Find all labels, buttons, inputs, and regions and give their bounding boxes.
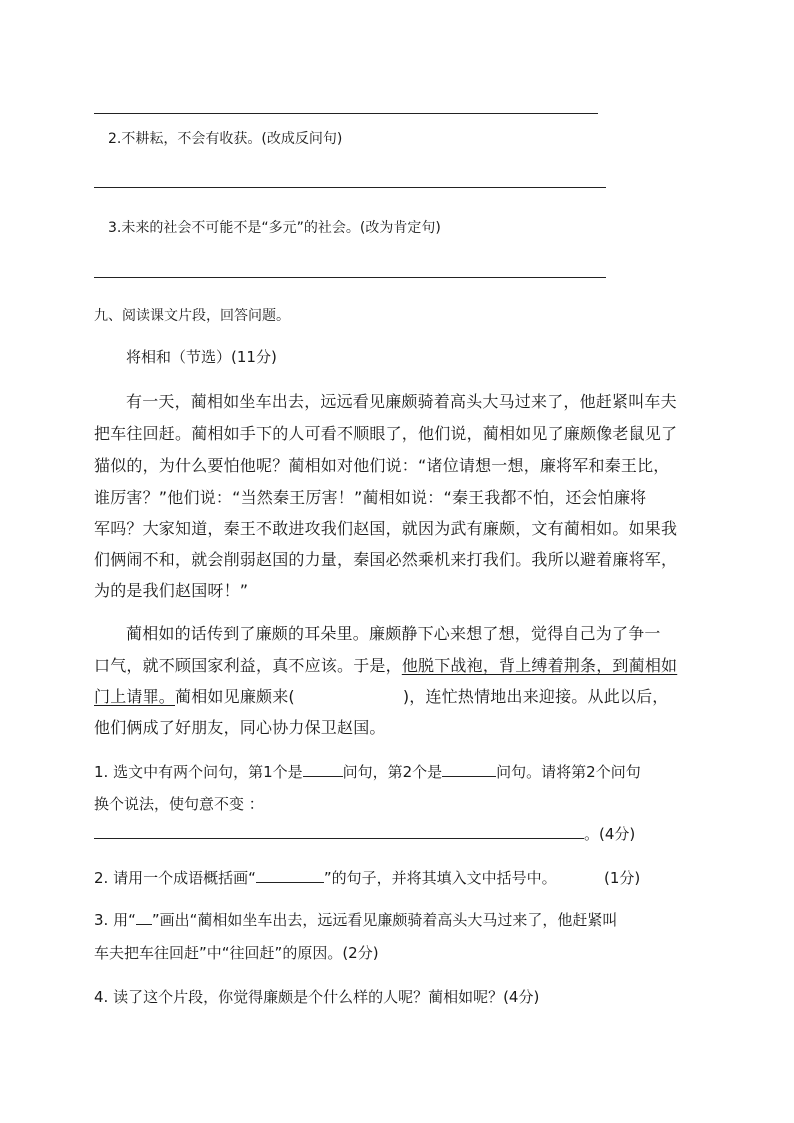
q2-score: (1分) [604,869,641,887]
para1-line-4: 谁厉害？”他们说：“当然秦王厉害！”蔺相如说：“秦王我都不怕，还会怕廉将 [94,488,647,507]
para1-line-1: 有一天，蔺相如坐车出去，远远看见廉颇骑着高头大马过来了，他赶紧叫车夫 [126,392,677,411]
q3-text-b: ”画出“蔺相如坐车出去，远远看见廉颇骑着高头大马过来了，他赶紧叫 [151,911,618,929]
rewrite-question-2: 2.不耕耘，不会有收获。(改成反问句) [108,131,343,147]
answer-line-3[interactable] [94,277,606,278]
underlined-sentence-part-2: 门上请罪。 [94,687,176,706]
para1-line-7: 为的是我们赵国呀！” [94,581,249,600]
para2-line-4: 他们俩成了好朋友，同心协力保卫赵国。 [94,718,386,737]
q2-text-a: 2. 请用一个成语概括画“ [94,869,256,887]
q1-answer-line[interactable] [94,838,584,839]
q1-text-a: 1. 选文中有两个问句，第1个是 [94,763,303,781]
q2-text-b: ”的句子，并将其填入文中括号中。 [323,869,557,887]
para1-line-3: 猫似的，为什么要怕他呢？蔺相如对他们说：“诸位请想一想，廉将军和秦王比， [94,456,670,475]
question-3-line-1 [94,909,617,930]
question-2 [94,867,557,888]
rewrite-question-3: 3.未来的社会不可能不是“多元”的社会。(改为肯定句) [108,220,441,236]
para2-line-3-after: )，连忙热情地出来迎接。从此以后， [402,687,669,706]
answer-line-1[interactable] [94,113,598,114]
para1-line-6: 们俩闹不和，就会削弱赵国的力量，秦国必然乘机来打我们。我所以避着廉将军， [94,550,678,569]
para2-line-2 [94,653,677,676]
question-1-line-2: 换个说法，使句意不变 ： [94,795,264,813]
underlined-sentence-part-1: 他脱下战袍，背上缚着荆条，到蔺相如 [401,656,678,675]
para1-line-5: 军吗？大家知道，秦王不敢进攻我们赵国，就因为武有廉颇，文有蔺相如。如果我 [94,519,678,538]
q1-text-b: 问句，第2个是 [342,763,443,781]
q2-underline-sample [256,868,324,883]
question-3-line-2: 车夫把车往回赶”中“往回赶”的原因。(2分) [94,944,379,962]
question-1-line-1 [94,761,641,782]
para2-line-2-text: 口气，就不顾国家利益，真不应该。于是， [94,656,402,675]
para1-line-2: 把车往回赶。蔺相如手下的人可看不顺眼了，他们说，蔺相如见了廉颇像老鼠见了 [94,424,678,443]
q1-score: 。(4分) [584,825,636,843]
q1-blank-1[interactable] [303,762,343,777]
para2-line-3-before: 蔺相如见廉颇来( [175,687,295,706]
para2-line-3 [94,684,669,707]
q3-text-a: 3. 用“ [94,911,136,929]
passage-title: 将相和（节选）(11分) [126,348,277,366]
q1-blank-2[interactable] [442,762,496,777]
para2-line-1: 蔺相如的话传到了廉颇的耳朵里。廉颇静下心来想了想，觉得自己为了争一 [126,624,661,643]
section-9-heading: 九、阅读课文片段，回答问题。 [94,308,290,324]
question-4: 4. 读了这个片段，你觉得廉颇是个什么样的人呢？蔺相如呢？(4分) [94,988,540,1006]
q1-text-c: 问句。请将第2个问句 [496,763,641,781]
q3-underline-sample [136,910,152,925]
answer-line-2[interactable] [94,187,606,188]
